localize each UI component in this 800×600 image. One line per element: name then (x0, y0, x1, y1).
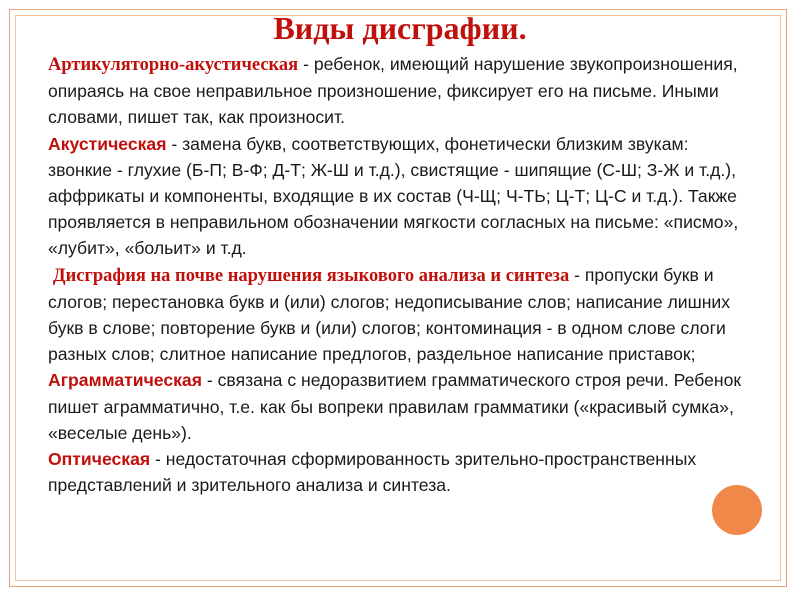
term-agrammatic: Аграмматическая (48, 370, 202, 391)
term-optical: Оптическая (48, 449, 151, 470)
desc-language-analysis: - пропуски букв и слогов; перестановка букв и (или) слогов; недописывание слов; написание лишних букв в слове; повторение букв и (или) слогов; контоминация - в одном слове слоги разных слов; слитное написание предлогов, раздельное написание приставок; (48, 264, 731, 365)
desc-articulatory-acoustic: - ребенок, имеющий нарушение звукопроизношения, опираясь на свое неправильное произношение, фиксирует его на письме. Иными словами, пишет так, как произносит. (48, 54, 738, 128)
term-language-analysis: Дисграфия на почве нарушения языкового анализа и синтеза (52, 265, 570, 286)
decorative-circle (712, 485, 762, 535)
desc-acoustic: - замена букв, соответствующих, фонетически близким звукам: звонкие - глухие (Б-П; В-Ф; Д-Т; Ж-Ш и т.д.), свистящие - шипящие (С-Ш; З-Ж и т.д.), аффрикаты и компоненты, входящие в их состав (Ч-Щ; Ч-ТЬ; Ц-Т; Ц-С и т.д.). Также проявляется в неправильном обозначении мягкости согласных на письме: «писмо», «лубит», «больит» и т.д. (48, 133, 739, 259)
section-articulatory-acoustic (48, 51, 748, 131)
section-optical (48, 446, 748, 498)
term-acoustic: Акустическая (48, 133, 167, 154)
section-acoustic (48, 131, 748, 262)
slide-body (48, 51, 748, 498)
section-language-analysis (48, 262, 748, 368)
desc-optical: - недостаточная сформированность зрительно-пространственных представлений и зрительного анализа и синтеза. (48, 449, 697, 496)
section-agrammatic (48, 367, 748, 446)
desc-agrammatic: - связана с недоразвитием грамматического строя речи. Ребенок пишет аграмматично, т.е. как бы вопреки правилам грамматики («красивый сумка», «веселые день»). (48, 370, 742, 443)
term-articulatory-acoustic: Артикуляторно-акустическая (48, 55, 299, 75)
slide-title: Виды дисграфии. (273, 10, 527, 46)
